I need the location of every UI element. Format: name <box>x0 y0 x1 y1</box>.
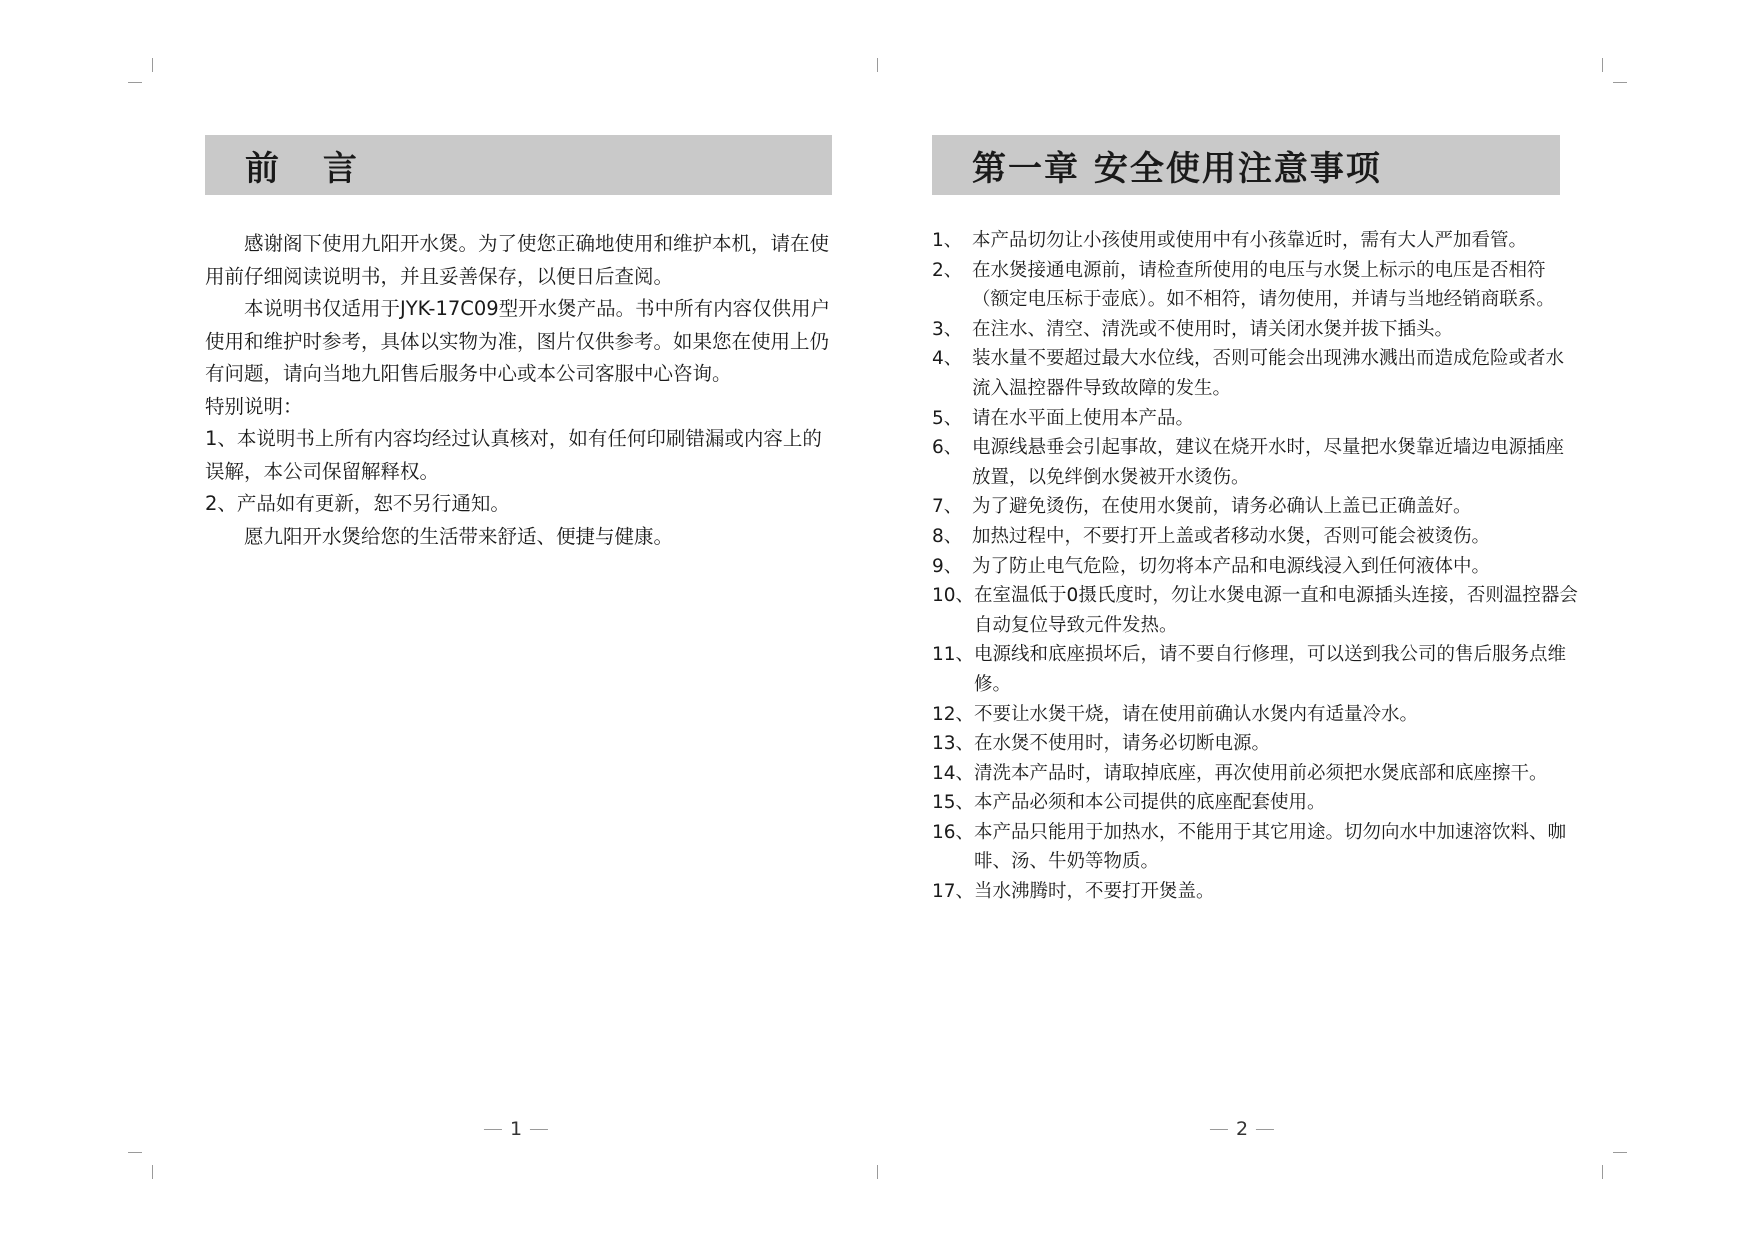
notice-text: 不要让水煲干烧，请在使用前确认水煲内有适量冷水。 <box>974 703 1419 725</box>
safety-notice-item <box>932 492 1582 522</box>
safety-notice-item <box>932 256 1582 315</box>
special-item: 1、本说明书上所有内容均经过认真核对，如有任何印刷错漏或内容上的误解，本公司保留解释权。 <box>205 427 822 483</box>
chapter-title: 第一章 安全使用注意事项 <box>972 148 1382 189</box>
crop-mark <box>1602 1165 1603 1179</box>
notice-number: 13、 <box>932 733 975 755</box>
notice-text: 电源线悬垂会引起事故，建议在烧开水时，尽量把水煲靠近墙边电源插座放置，以免绊倒水煲被开水烫伤。 <box>972 437 1565 488</box>
notice-text: 在水煲接通电源前，请检查所使用的电压与水煲上标示的电压是否相符（额定电压标于壶底）。如不相符，请勿使用，并请与当地经销商联系。 <box>972 259 1555 311</box>
notice-number: 1、 <box>932 230 963 251</box>
notice-number: 8、 <box>932 525 963 547</box>
chapter-title-bar <box>932 135 1560 195</box>
notice-number: 12、 <box>932 703 975 725</box>
notice-text: 在室温低于0摄氏度时，勿让水煲电源一直和电源插头连接，否则温控器会自动复位导致元件发热。 <box>974 585 1578 636</box>
page-number-dash <box>530 1129 548 1130</box>
safety-notice-item <box>932 759 1582 789</box>
preface-body <box>205 228 835 553</box>
closing-line: 愿九阳开水煲给您的生活带来舒适、便捷与健康。 <box>244 524 674 548</box>
safety-notice-item <box>932 640 1582 699</box>
safety-notice-list <box>932 226 1582 907</box>
page-number-dash <box>1210 1129 1228 1130</box>
notice-number: 2、 <box>932 259 963 281</box>
safety-notice-item <box>932 226 1582 256</box>
right-page <box>932 0 1582 1241</box>
notice-text: 加热过程中，不要打开上盖或者移动水煲，否则可能会被烫伤。 <box>972 525 1491 547</box>
notice-number: 6、 <box>932 437 963 459</box>
special-heading: 特别说明： <box>205 394 303 418</box>
notice-number: 15、 <box>932 792 975 814</box>
notice-text: 当水沸腾时，不要打开煲盖。 <box>974 881 1215 903</box>
safety-notice-item <box>932 729 1582 759</box>
safety-notice-item <box>932 552 1582 582</box>
notice-number: 14、 <box>932 762 975 784</box>
page-number-dash <box>484 1129 502 1130</box>
crop-mark <box>1602 58 1603 72</box>
page-number-dash <box>1256 1129 1274 1130</box>
notice-number: 11、 <box>932 644 975 666</box>
page-number-text: 1 <box>509 1118 523 1140</box>
notice-number: 17、 <box>932 881 975 903</box>
crop-mark <box>1613 82 1627 83</box>
notice-number: 16、 <box>932 821 975 843</box>
safety-notice-item <box>932 877 1582 907</box>
preface-title: 前 言 <box>245 148 373 189</box>
crop-mark <box>1613 1152 1627 1153</box>
page-number-text: 2 <box>1235 1118 1249 1140</box>
crop-mark <box>152 58 153 72</box>
preface-paragraph: 本说明书仅适用于JYK-17C09型开水煲产品。书中所有内容仅供用户使用和维护时参考，具体以实物为准，图片仅供参考。如果您在使用上仍有问题，请向当地九阳售后服务中心或本公司客服中心咨询。 <box>205 297 831 385</box>
preface-paragraph: 感谢阁下使用九阳开水煲。为了使您正确地使用和维护本机，请在使用前仔细阅读说明书，并且妥善保存，以便日后查阅。 <box>205 232 830 288</box>
notice-text: 清洗本产品时，请取掉底座，再次使用前必须把水煲底部和底座擦干。 <box>974 762 1548 784</box>
notice-number: 10、 <box>932 585 975 607</box>
notice-number: 3、 <box>932 318 963 340</box>
safety-notice-item <box>932 522 1582 552</box>
notice-text: 装水量不要超过最大水位线，否则可能会出现沸水溅出而造成危险或者水流入温控器件导致故障的发生。 <box>972 348 1565 399</box>
notice-number: 4、 <box>932 348 963 370</box>
safety-notice-item <box>932 404 1582 434</box>
safety-notice-item <box>932 433 1582 492</box>
notice-text: 在注水、清空、清洗或不使用时，请关闭水煲并拔下插头。 <box>972 318 1454 340</box>
notice-text: 本产品必须和本公司提供的底座配套使用。 <box>974 792 1326 814</box>
notice-number: 7、 <box>932 496 963 518</box>
notice-text: 本产品只能用于加热水，不能用于其它用途。切勿向水中加速溶饮料、咖啡、汤、牛奶等物质。 <box>974 821 1567 873</box>
notice-text: 请在水平面上使用本产品。 <box>972 407 1195 429</box>
safety-notice-item <box>932 581 1582 640</box>
notice-text: 为了避免烫伤，在使用水煲前，请务必确认上盖已正确盖好。 <box>972 496 1472 518</box>
safety-notice-item <box>932 700 1582 730</box>
preface-title-bar <box>205 135 832 195</box>
notice-text: 在水煲不使用时，请务必切断电源。 <box>974 733 1271 755</box>
crop-mark <box>128 1152 142 1153</box>
notice-text: 为了防止电气危险，切勿将本产品和电源线浸入到任何液体中。 <box>972 555 1491 577</box>
safety-notice-item <box>932 315 1582 345</box>
safety-notice-item <box>932 788 1582 818</box>
crop-mark <box>877 1165 878 1179</box>
crop-mark <box>877 58 878 72</box>
notice-number: 9、 <box>932 555 963 577</box>
notice-text: 本产品切勿让小孩使用或使用中有小孩靠近时，需有大人严加看管。 <box>972 230 1528 251</box>
crop-mark <box>128 82 142 83</box>
safety-notice-item <box>932 344 1582 403</box>
notice-text: 电源线和底座损坏后，请不要自行修理，可以送到我公司的售后服务点维修。 <box>974 644 1567 695</box>
page-number <box>484 1118 548 1140</box>
left-page <box>205 0 835 1241</box>
special-item: 2、产品如有更新，恕不另行通知。 <box>205 492 510 515</box>
page-number <box>1210 1118 1274 1140</box>
notice-number: 5、 <box>932 407 963 429</box>
crop-mark <box>152 1165 153 1179</box>
safety-notice-item <box>932 818 1582 877</box>
